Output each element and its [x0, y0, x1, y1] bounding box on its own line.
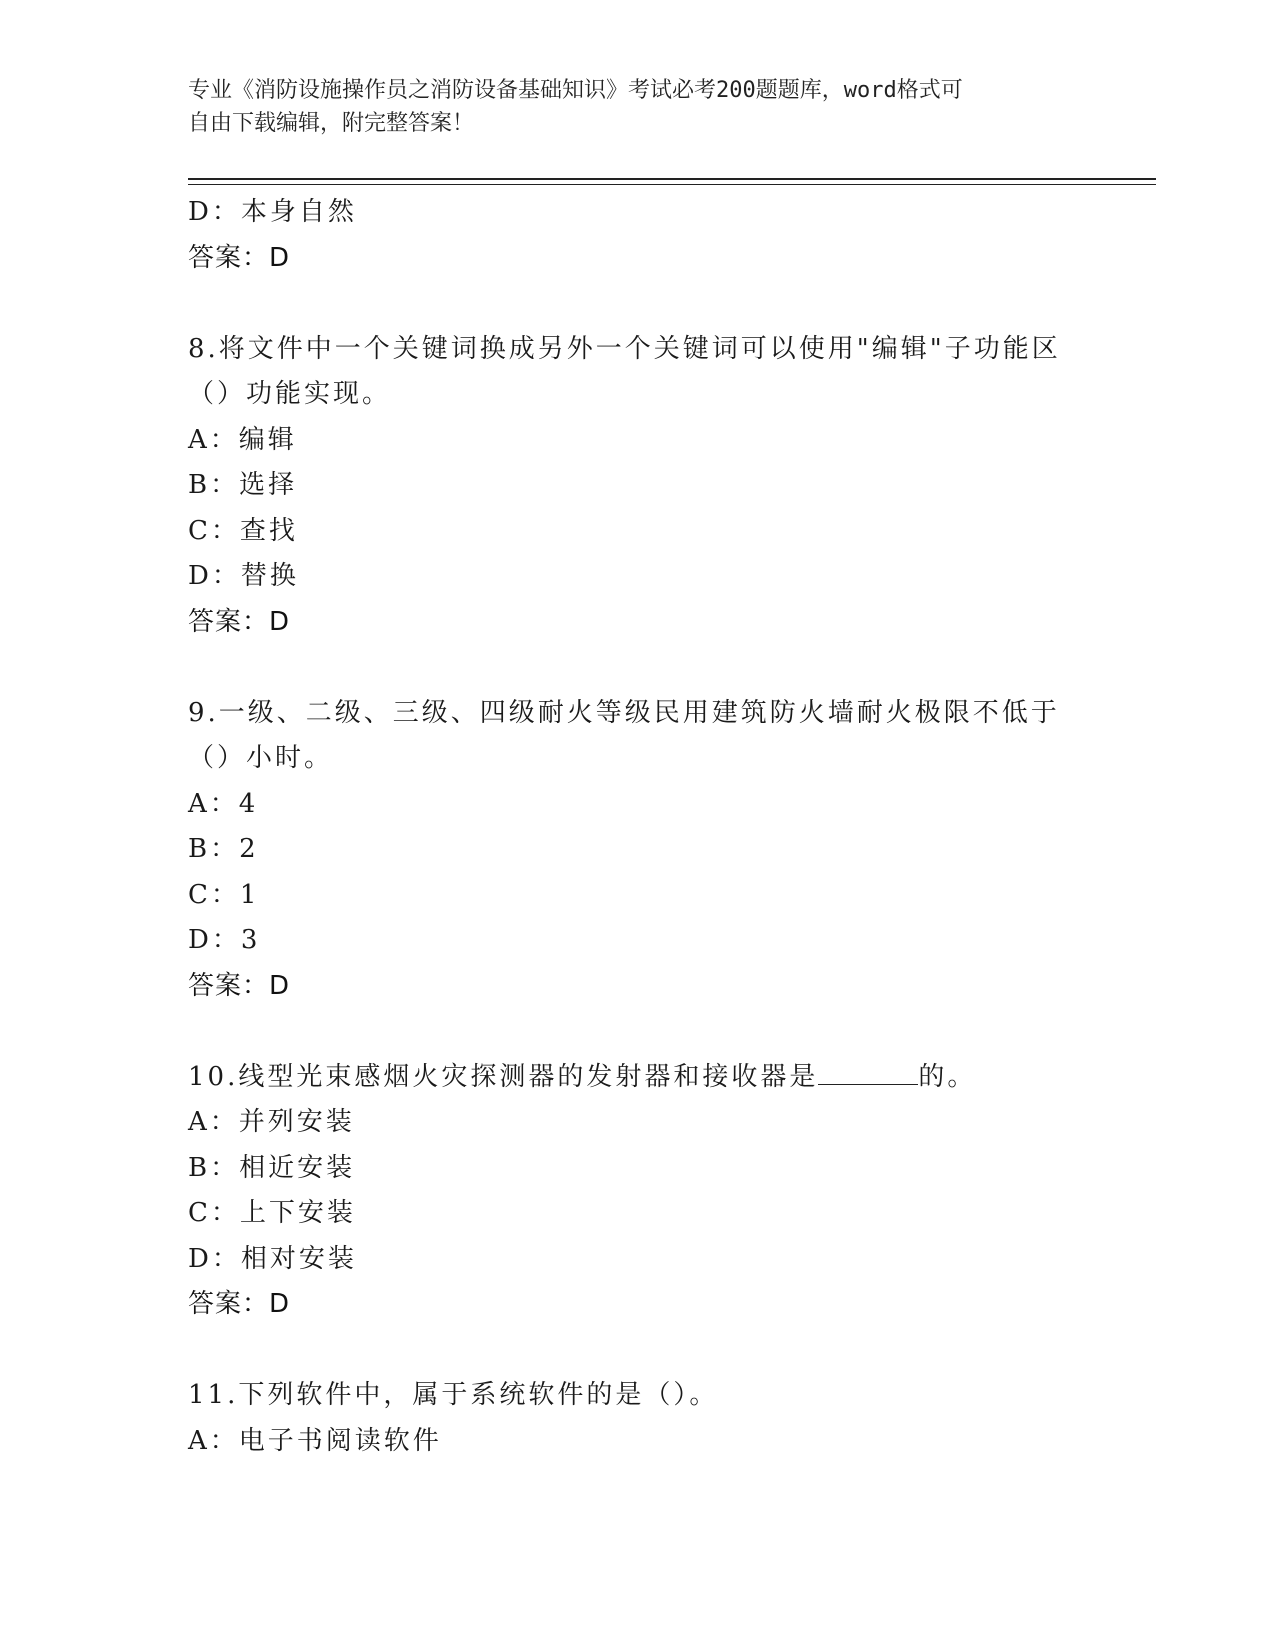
document-header [188, 74, 1068, 140]
question-9-option-b: B：2 [188, 834, 259, 864]
question-9-option-c: C：1 [188, 879, 260, 910]
question-11-stem: 11.下列软件中，属于系统软件的是（）。 [188, 1380, 719, 1410]
spacer [188, 1009, 1088, 1055]
question-10-answer: 答案：D [188, 1289, 291, 1319]
spacer [188, 281, 1088, 327]
question-8-option-d: D：替换 [188, 561, 299, 591]
header-rule-thick [188, 178, 1156, 180]
question-10-stem [188, 1055, 1088, 1101]
question-8-option-c: C：查找 [188, 515, 298, 546]
spacer [188, 645, 1088, 691]
header-rule-thin [188, 184, 1156, 185]
question-9-option-d: D：3 [188, 925, 261, 955]
question-10-option-b: B：相近安装 [188, 1152, 356, 1183]
prev-option-d: D：本身自然 [188, 197, 357, 227]
question-8-option-b: B：选择 [188, 470, 298, 500]
question-9-stem-line-2: （）小时。 [188, 743, 334, 773]
question-9-answer: 答案：D [188, 970, 291, 1001]
question-8-stem-line-1: 8.将文件中一个关键词换成另外一个关键词可以使用"编辑"子功能区 [188, 333, 1061, 364]
question-10-blank [818, 1064, 918, 1085]
header-line-1: 专业《消防设施操作员之消防设备基础知识》考试必考200题题库，word格式可 [188, 78, 963, 103]
question-9-stem [188, 691, 1088, 782]
question-list [188, 190, 1088, 1464]
question-10-stem-after: 的。 [918, 1061, 977, 1092]
question-9-option-a: A：4 [188, 788, 259, 819]
question-10-option-a: A：并列安装 [188, 1107, 355, 1137]
question-11-option-a: A：电子书阅读软件 [188, 1425, 442, 1456]
question-8-answer: 答案：D [188, 606, 291, 637]
question-8-stem [188, 327, 1088, 418]
question-9-stem-line-1: 9.一级、二级、三级、四级耐火等级民用建筑防火墙耐火极限不低于 [188, 697, 1060, 728]
question-10-option-d: D：相对安装 [188, 1243, 357, 1274]
prev-answer: 答案：D [188, 242, 291, 273]
question-8-option-a: A：编辑 [188, 424, 297, 455]
spacer [188, 1328, 1088, 1374]
question-10-stem-before: 10.线型光束感烟火灾探测器的发射器和接收器是 [188, 1061, 819, 1092]
header-line-2: 自由下载编辑，附完整答案！ [188, 111, 475, 136]
question-10-option-c: C：上下安装 [188, 1198, 356, 1228]
question-8-stem-line-2: （）功能实现。 [188, 379, 392, 409]
